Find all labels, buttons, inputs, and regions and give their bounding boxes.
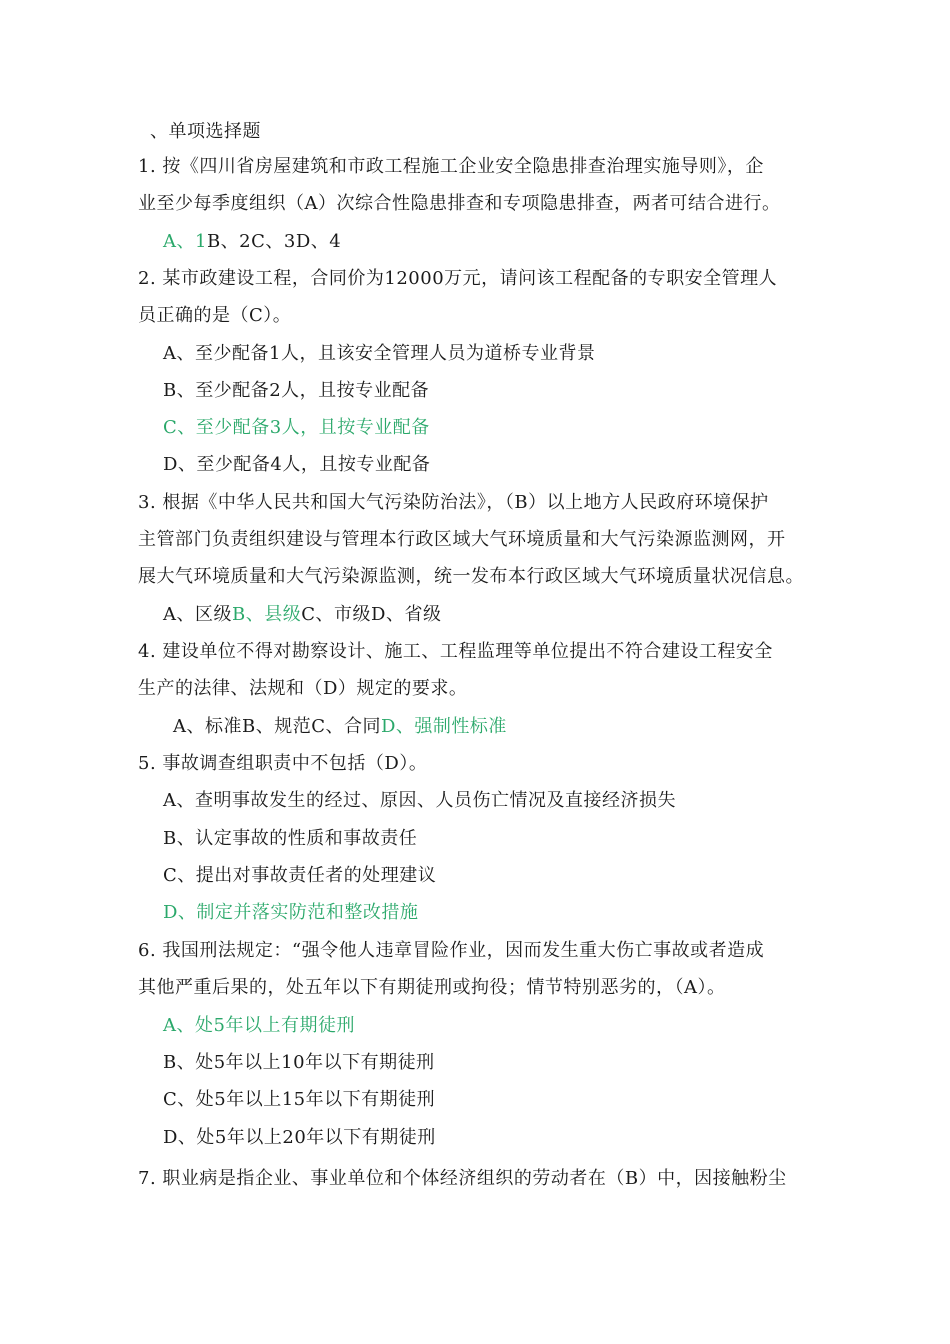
q7-line-1: 7. 职业病是指企业、事业单位和个体经济组织的劳动者在（B）中，因接触粉尘 [138,1168,787,1189]
q5-option-b: B、认定事故的性质和事故责任 [163,828,418,849]
q6-line-1: 6. 我国刑法规定：“强令他人违章冒险作业，因而发生重大伤亡事故或者造成 [138,940,765,961]
q4-options [173,715,507,739]
q4-line-1: 4. 建设单位不得对勘察设计、施工、工程监理等单位提出不符合建设工程安全 [138,641,773,662]
q3-option-b-answer: B、县级 [232,604,302,625]
q4-line-2: 生产的法律、法规和（D）规定的要求。 [138,678,468,699]
q5-option-a: A、查明事故发生的经过、原因、人员伤亡情况及直接经济损失 [163,790,676,811]
q1-other-options: B、2C、3D、4 [206,231,342,252]
q3-options [163,603,441,627]
q3-line-3: 展大气环境质量和大气污染源监测，统一发布本行政区域大气环境质量状况信息。 [138,566,804,587]
q6-option-b: B、处5年以上10年以下有期徒刑 [163,1052,435,1073]
q5-option-c: C、提出对事故责任者的处理建议 [163,865,437,886]
q3-line-2: 主管部门负责组织建设与管理本行政区域大气环境质量和大气污染源监测网，开 [138,529,786,550]
q2-option-b: B、至少配备2人，且按专业配备 [163,380,430,401]
q6-option-c: C、处5年以上15年以下有期徒刑 [163,1089,436,1110]
q5-line-1: 5. 事故调查组职责中不包括（D）。 [138,753,428,774]
q2-option-c-answer: C、至少配备3人，且按专业配备 [163,417,430,438]
q1-line-2: 业至少每季度组织（A）次综合性隐患排查和专项隐患排查，两者可结合进行。 [138,193,781,214]
q5-option-d-answer: D、制定并落实防范和整改措施 [163,902,419,923]
q3-other-options: C、市级D、省级 [301,604,442,625]
q1-options [163,230,341,254]
q2-line-1: 2. 某市政建设工程，合同价为12000万元，请问该工程配备的专职安全管理人 [138,268,778,289]
q4-option-d-answer: D、强制性标准 [381,716,507,737]
q1-answer-option: A、1 [163,231,207,252]
q3-option-a: A、区级 [163,604,232,625]
q2-line-2: 员正确的是（C）。 [138,305,292,326]
q2-option-a: A、至少配备1人，且该安全管理人员为道桥专业背景 [163,343,596,364]
q2-option-d: D、至少配备4人，且按专业配备 [163,454,431,475]
q6-option-a-answer: A、处5年以上有期徒刑 [163,1015,355,1036]
q6-option-d: D、处5年以上20年以下有期徒刑 [163,1127,436,1148]
q1-line-1: 1. 按《四川省房屋建筑和市政工程施工企业安全隐患排查治理实施导则》，企 [138,156,764,177]
q6-line-2: 其他严重后果的，处五年以下有期徒刑或拘役；情节特别恶劣的，（A）。 [138,977,726,998]
q3-line-1: 3. 根据《中华人民共和国大气污染防治法》，（B）以上地方人民政府环境保护 [138,492,769,513]
section-title: 、单项选择题 [150,121,261,142]
q4-other-options: A、标准B、规范C、合同 [173,716,381,737]
